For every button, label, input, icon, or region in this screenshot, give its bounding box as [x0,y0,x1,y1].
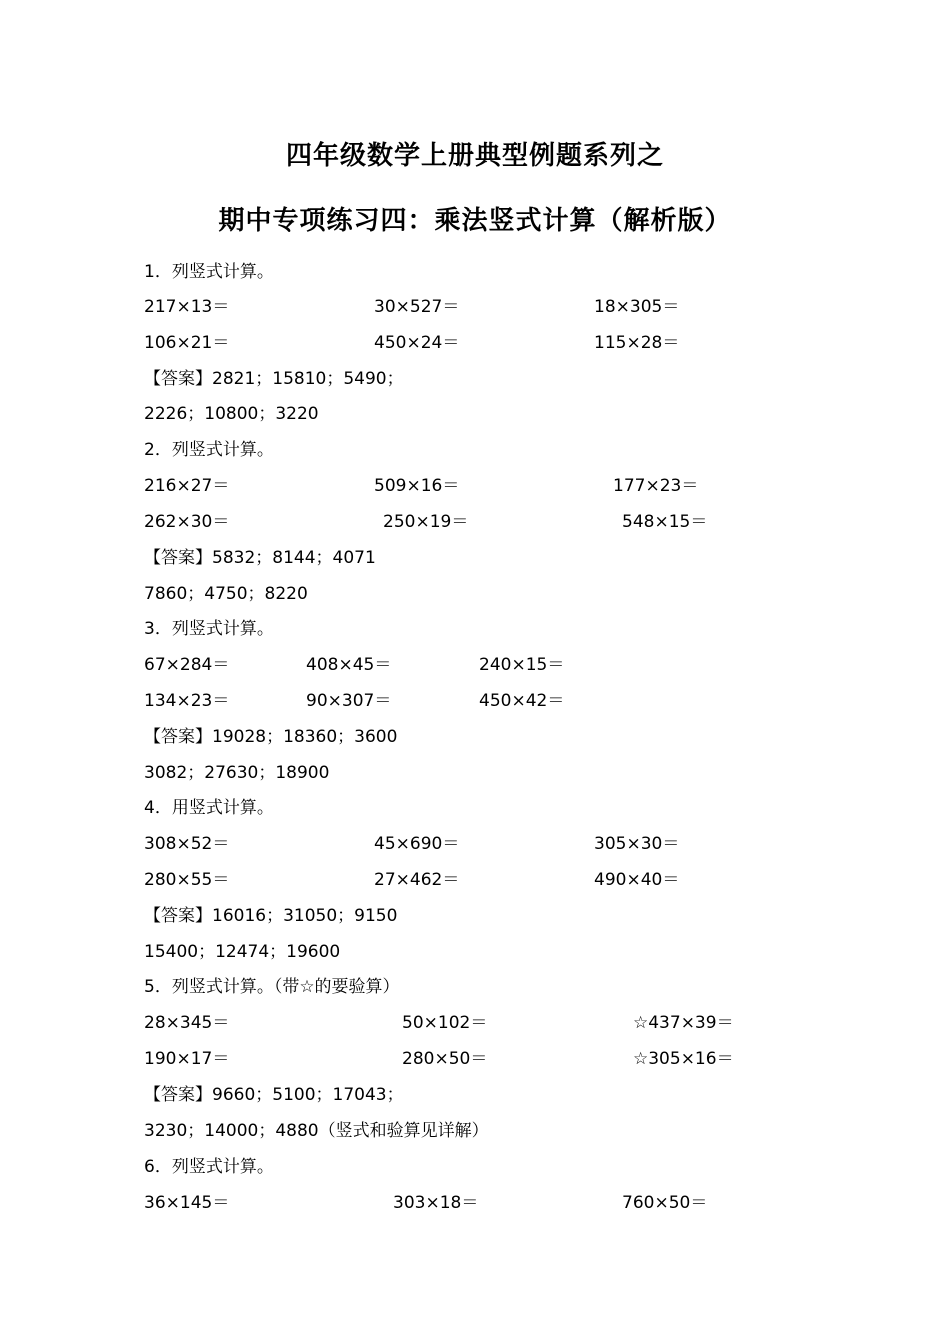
problem-5-answer-1: 【答案】9660；5100；17043； [144,1085,404,1105]
problem-5-heading: 5．列竖式计算。（带☆的要验算） [144,977,400,997]
problem-1-eq-6: 115×28＝ [594,333,680,353]
problem-1-eq-2: 30×527＝ [374,297,460,317]
problem-3-eq-2: 408×45＝ [306,655,392,675]
problem-5-eq-2: 50×102＝ [402,1013,488,1033]
problem-4-eq-5: 27×462＝ [374,870,460,890]
document-title-line2: 期中专项练习四：乘法竖式计算（解析版） [218,206,732,236]
problem-2-eq-6: 548×15＝ [622,512,708,532]
problem-3-eq-3: 240×15＝ [479,655,565,675]
document-title-line1: 四年级数学上册典型例题系列之 [285,141,664,171]
problem-1-answer-2: 2226；10800；3220 [144,404,319,424]
problem-6-eq-1: 36×145＝ [144,1193,230,1213]
problem-3-answer-1: 【答案】19028；18360；3600 [144,727,398,747]
problem-1-eq-4: 106×21＝ [144,333,230,353]
problem-2-eq-2: 509×16＝ [374,476,460,496]
problem-6-eq-3: 760×50＝ [622,1193,708,1213]
problem-1-eq-3: 18×305＝ [594,297,680,317]
problem-3-heading: 3．列竖式计算。 [144,619,274,639]
problem-1-answer-1: 【答案】2821；15810；5490； [144,369,404,389]
problem-2-eq-4: 262×30＝ [144,512,230,532]
problem-4-eq-1: 308×52＝ [144,834,230,854]
problem-6-eq-2: 303×18＝ [393,1193,479,1213]
problem-1-heading: 1．列竖式计算。 [144,262,274,282]
problem-1-eq-5: 450×24＝ [374,333,460,353]
problem-3-eq-4: 134×23＝ [144,691,230,711]
problem-3-eq-1: 67×284＝ [144,655,230,675]
problem-5-eq-4: 190×17＝ [144,1049,230,1069]
problem-5-eq-1: 28×345＝ [144,1013,230,1033]
problem-2-answer-2: 7860；4750；8220 [144,584,308,604]
problem-2-answer-1: 【答案】5832；8144；4071 [144,548,376,568]
problem-2-heading: 2．列竖式计算。 [144,440,274,460]
problem-3-eq-5: 90×307＝ [306,691,392,711]
problem-5-eq-3: ☆437×39＝ [633,1013,734,1033]
problem-4-eq-2: 45×690＝ [374,834,460,854]
problem-4-eq-3: 305×30＝ [594,834,680,854]
problem-6-heading: 6．列竖式计算。 [144,1157,274,1177]
problem-2-eq-1: 216×27＝ [144,476,230,496]
problem-5-eq-6: ☆305×16＝ [633,1049,734,1069]
problem-4-eq-6: 490×40＝ [594,870,680,890]
problem-3-eq-6: 450×42＝ [479,691,565,711]
problem-1-eq-1: 217×13＝ [144,297,230,317]
problem-2-eq-3: 177×23＝ [613,476,699,496]
problem-4-answer-1: 【答案】16016；31050；9150 [144,906,398,926]
problem-4-heading: 4．用竖式计算。 [144,798,274,818]
problem-2-eq-5: 250×19＝ [383,512,469,532]
problem-5-answer-2: 3230；14000；4880（竖式和验算见详解） [144,1121,489,1141]
problem-3-answer-2: 3082；27630；18900 [144,763,330,783]
problem-4-eq-4: 280×55＝ [144,870,230,890]
problem-4-answer-2: 15400；12474；19600 [144,942,341,962]
problem-5-eq-5: 280×50＝ [402,1049,488,1069]
